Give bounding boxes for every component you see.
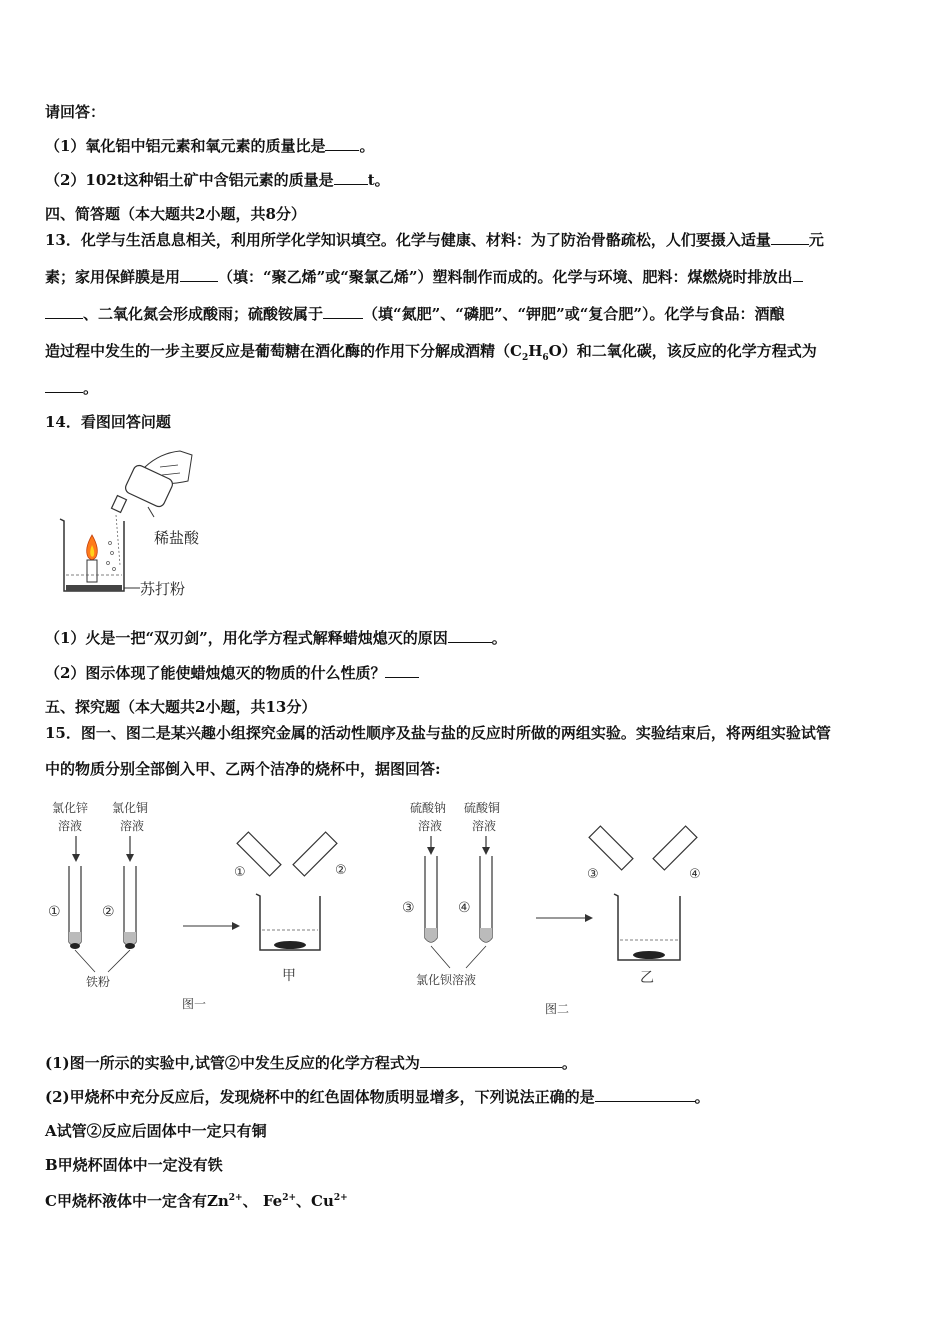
q13-blank-equation[interactable] bbox=[45, 378, 83, 393]
q12-answer-blank-2[interactable] bbox=[334, 170, 368, 185]
q14-blank-1[interactable] bbox=[448, 628, 492, 643]
label-tube-4: ④ bbox=[458, 900, 471, 916]
q15-blank-1[interactable] bbox=[420, 1053, 562, 1068]
q14-title: 14．看图回答问题 bbox=[45, 413, 171, 431]
q12-part2-text: （2）102t这种铝土矿中含铝元素的质量是 bbox=[45, 171, 334, 189]
iron-leader-2 bbox=[108, 950, 130, 972]
label-na2so4-line2: 溶液 bbox=[418, 819, 443, 833]
q15-option-c-cu: 、Cu bbox=[296, 1192, 334, 1210]
q13-line5-end: 。 bbox=[83, 379, 99, 397]
q13-blank-gas-start[interactable] bbox=[793, 267, 803, 282]
label-zncl2-line2: 溶液 bbox=[58, 819, 83, 833]
q15-option-c-text: C甲烧杯液体中一定含有Zn bbox=[45, 1192, 229, 1210]
q15-sub1 bbox=[45, 1053, 577, 1073]
q13-line1-end: 元 bbox=[808, 231, 824, 249]
iron-leader-1 bbox=[75, 950, 95, 972]
label-cuso4-line2: 溶液 bbox=[472, 819, 497, 833]
q14-candle-figure bbox=[50, 445, 250, 605]
q12-part1 bbox=[45, 136, 374, 156]
q12-part1-end: 。 bbox=[359, 137, 375, 155]
label-figure-2: 图二 bbox=[545, 1002, 570, 1016]
tube-3-liquid bbox=[425, 928, 437, 942]
beaker-yi bbox=[614, 894, 680, 960]
q13-blank-fertilizer[interactable] bbox=[323, 304, 363, 319]
q13-line4-text: 造过程中发生的一步主要反应是葡萄糖在酒化酶的作用下分解成酒精（C bbox=[45, 342, 522, 360]
acid-pour-stream bbox=[116, 515, 120, 565]
label-tube-3: ③ bbox=[402, 900, 415, 916]
q13-line4 bbox=[45, 341, 817, 368]
q15-line2: 中的物质分别全部倒入甲、乙两个洁净的烧杯中，据图回答: bbox=[45, 760, 441, 778]
label-poured-2: ② bbox=[335, 863, 347, 878]
section-5-heading: 五、探究题（本大题共2小题，共13分） bbox=[45, 698, 317, 716]
q13-line5 bbox=[45, 378, 98, 398]
q15-sub1-end: 。 bbox=[561, 1054, 577, 1072]
q14-part1 bbox=[45, 628, 507, 648]
q14-part1-text: （1）火是一把“双刃剑”，用化学方程式解释蜡烛熄灭的原因 bbox=[45, 629, 448, 647]
bacl2-leader-2 bbox=[466, 946, 486, 968]
q14-part2-text: （2）图示体现了能使蜡烛熄灭的物质的什么性质？ bbox=[45, 664, 386, 682]
arrow-zncl2-head bbox=[72, 854, 80, 862]
label-cucl2-line2: 溶液 bbox=[120, 819, 145, 833]
arrow-cucl2-head bbox=[126, 854, 134, 862]
poured-tube-4 bbox=[653, 826, 697, 870]
acid-label-leader bbox=[148, 507, 154, 517]
q15-option-c-fe: 、 Fe bbox=[242, 1192, 283, 1210]
q15-option-b: B甲烧杯固体中一定没有铁 bbox=[45, 1156, 223, 1174]
arrow-fig1-head bbox=[232, 922, 240, 930]
label-jia: 甲 bbox=[282, 968, 296, 984]
beaker-jia-solid bbox=[274, 941, 306, 949]
tube-4-liquid bbox=[480, 928, 492, 942]
candle bbox=[87, 560, 97, 582]
q14-part2 bbox=[45, 663, 419, 683]
bacl2-leader-1 bbox=[431, 946, 450, 968]
q15-sub1-text: (1)图一所示的实验中,试管②中发生反应的化学方程式为 bbox=[45, 1054, 420, 1072]
q14-part1-end: 。 bbox=[491, 629, 507, 647]
q12-part2-end: t。 bbox=[367, 171, 390, 189]
q15-cu-charge: 2+ bbox=[333, 1193, 348, 1203]
q13-line2-rest: （填：“聚乙烯”或“聚氯乙烯”）塑料制作而成的。化学与环境、肥料：煤燃烧时排放出 bbox=[218, 268, 793, 286]
label-figure-1: 图一 bbox=[182, 997, 207, 1011]
q13-line4-rest: O）和二氧化碳，该反应的化学方程式为 bbox=[548, 342, 817, 360]
label-zncl2-line1: 氯化锌 bbox=[52, 801, 89, 815]
q15-sub2-end: 。 bbox=[694, 1088, 710, 1106]
q13-line1 bbox=[45, 230, 824, 250]
q13-line2-text: 素；家用保鲜膜是用 bbox=[45, 268, 181, 286]
label-poured-4: ④ bbox=[689, 867, 701, 882]
q13-blank-element[interactable] bbox=[771, 230, 809, 245]
intro-text: 请回答： bbox=[45, 103, 106, 121]
q15-option-c bbox=[45, 1188, 348, 1211]
label-poured-1: ① bbox=[234, 865, 246, 880]
tube-2-iron bbox=[125, 943, 135, 949]
q13-line3-rest: （填“氮肥”、“磷肥”、“钾肥”或“复合肥”）。化学与食品：酒酿 bbox=[363, 305, 785, 323]
q15-fe-charge: 2+ bbox=[282, 1193, 297, 1203]
label-bacl2: 氯化钡溶液 bbox=[416, 973, 477, 987]
bubbles bbox=[107, 542, 116, 571]
q13-line2 bbox=[45, 267, 803, 287]
q15-sub2 bbox=[45, 1087, 710, 1107]
q12-answer-blank-1[interactable] bbox=[325, 136, 359, 151]
q15-zn-charge: 2+ bbox=[228, 1193, 243, 1203]
q12-part1-text: （1）氧化铝中铝元素和氧元素的质量比是 bbox=[45, 137, 326, 155]
q13-blank-gas[interactable] bbox=[45, 304, 83, 319]
q13-sub-c: 2 bbox=[521, 353, 529, 363]
q14-blank-2[interactable] bbox=[385, 663, 419, 678]
q13-line3 bbox=[45, 304, 785, 324]
poured-tube-2 bbox=[293, 832, 337, 876]
label-na2so4-line1: 硫酸钠 bbox=[410, 801, 447, 815]
tube-1-iron bbox=[70, 943, 80, 949]
q13-sub-h: 6 bbox=[542, 353, 549, 363]
beaker-yi-solid bbox=[633, 951, 665, 959]
arrow-fig2-head bbox=[585, 914, 593, 922]
q13-blank-plastic[interactable] bbox=[180, 267, 218, 282]
label-iron-powder: 铁粉 bbox=[86, 975, 111, 989]
q15-blank-2[interactable] bbox=[595, 1087, 695, 1102]
q12-part2 bbox=[45, 170, 390, 190]
poured-tube-3 bbox=[589, 826, 633, 870]
arrow-cuso4-head bbox=[482, 847, 490, 855]
q15-experiment-figure bbox=[40, 790, 740, 1030]
label-tube-1: ① bbox=[48, 904, 61, 920]
q13-h: H bbox=[528, 342, 543, 360]
label-yi: 乙 bbox=[640, 970, 654, 986]
label-cuso4-line1: 硫酸铜 bbox=[464, 801, 501, 815]
label-cucl2-line1: 氯化铜 bbox=[112, 801, 149, 815]
q15-sub2-text: (2)甲烧杯中充分反应后，发现烧杯中的红色固体物质明显增多，下列说法正确的是 bbox=[45, 1088, 595, 1106]
q13-line1-text: 13．化学与生活息息相关，利用所学化学知识填空。化学与健康、材料：为了防治骨骼疏松，人们要摄入适量 bbox=[45, 231, 771, 249]
label-poured-3: ③ bbox=[587, 867, 599, 882]
q15-option-a: A试管②反应后固体中一定只有铜 bbox=[45, 1122, 267, 1140]
q13-line3-text: 、二氧化氮会形成酸雨；硫酸铵属于 bbox=[83, 305, 324, 323]
section-4-heading: 四、简答题（本大题共2小题，共8分） bbox=[45, 205, 306, 223]
label-soda: 苏打粉 bbox=[140, 580, 186, 598]
q15-line1: 15．图一、图二是某兴趣小组探究金属的活动性顺序及盐与盐的反应时所做的两组实验。实验结束后，将两组实验试管 bbox=[45, 724, 831, 742]
arrow-na2so4-head bbox=[427, 847, 435, 855]
label-tube-2: ② bbox=[102, 904, 115, 920]
label-dilute-hcl: 稀盐酸 bbox=[154, 529, 200, 547]
baking-soda-powder bbox=[66, 585, 122, 591]
